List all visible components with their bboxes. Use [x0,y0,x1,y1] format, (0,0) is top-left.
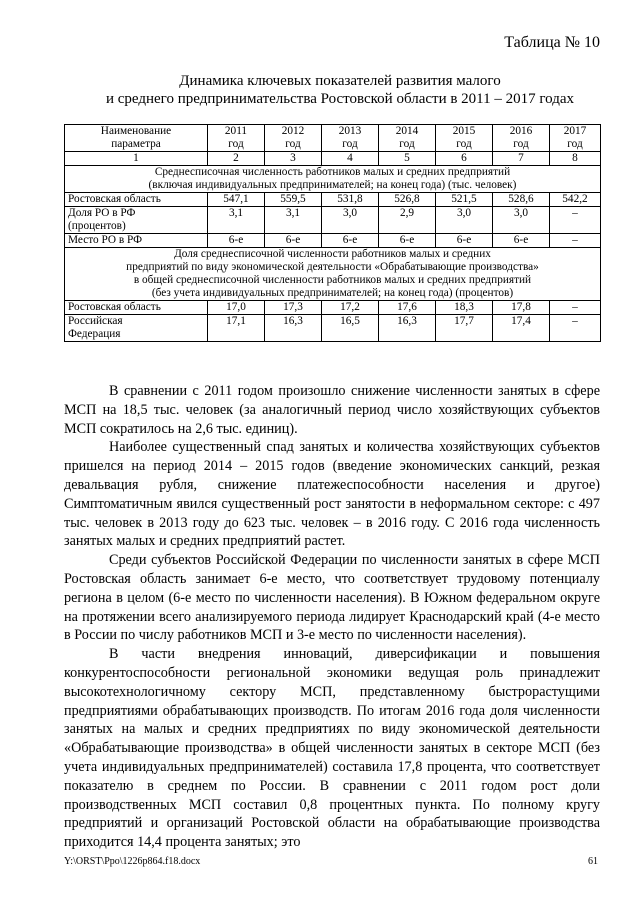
column-number-row [65,152,601,166]
column-number-cell: 6 [436,152,493,166]
title-line: Динамика ключевых показателей развития малого [179,73,501,89]
row-label-cell: Доля РО в РФ (процентов) [65,207,208,234]
value-cell: 6-е [436,234,493,248]
value-cell: 17,7 [436,315,493,342]
header-year-cell: 2011 год [208,125,265,152]
value-cell: 17,8 [493,301,550,315]
table-row [65,315,601,342]
value-cell: 6-е [208,234,265,248]
header-year-cell: 2013 год [322,125,379,152]
header-year-cell: 2017 год [550,125,601,152]
value-cell: 6-е [265,234,322,248]
value-cell: 6-е [322,234,379,248]
value-cell: 547,1 [208,193,265,207]
value-cell: 16,5 [322,315,379,342]
value-cell: 17,0 [208,301,265,315]
value-cell: 559,5 [265,193,322,207]
value-cell: 6-е [493,234,550,248]
value-cell: – [550,207,601,234]
header-year-cell: 2015 год [436,125,493,152]
header-year-cell: 2014 год [379,125,436,152]
section-title-row [65,166,601,193]
table-number-label: Таблица № 10 [504,34,600,51]
column-number-cell: 8 [550,152,601,166]
value-cell: 526,8 [379,193,436,207]
table-row [65,301,601,315]
value-cell: 17,1 [208,315,265,342]
value-cell: 3,0 [436,207,493,234]
indicators-table [64,124,601,342]
table-row [65,234,601,248]
value-cell: 3,0 [493,207,550,234]
paragraph: В части внедрения инноваций, диверсификации и повышения конкурентоспособности региональной экономики ведущая роль принадлежит высокотехнологичному сектору МСП, представленному быстрорастущими предприятиями обрабатывающих производств. По итогам 2016 года доля численности занятых на малых и средних предприятиях по виду экономической деятельности «Обрабатывающие производства» в общей численности занятых в секторе МСП (без учета индивидуальных предпринимателей) составила 17,8 процента, что соответствует показателю в среднем по России. В сравнении с 2011 годом рост доли производственных МСП составил 0,8 процентных пункта. По полному кругу предприятий и организаций Ростовской области на обрабатывающие производства приходится 14,4 процента занятых; это [64,646,600,851]
column-number-cell: 4 [322,152,379,166]
value-cell: 528,6 [493,193,550,207]
body-text [64,382,600,852]
value-cell: – [550,315,601,342]
title-line: и среднего предпринимательства Ростовской области в 2011 – 2017 годах [105,91,575,107]
paragraph: Среди субъектов Российской Федерации по численности занятых в сфере МСП Ростовская область занимает 6-е место, что соответствует трудовому потенциалу региона в целом (6-е место по численности населения). В Южном федеральном округе на протяжении всего анализируемого периода лидирует Краснодарский край (4-е место в России по числу работников МСП и 3-е место по численности населения). [64,552,600,644]
row-label-cell: Место РО в РФ [65,234,208,248]
value-cell: 17,2 [322,301,379,315]
row-label-cell: Ростовская область [65,193,208,207]
value-cell: 2,9 [379,207,436,234]
value-cell: – [550,234,601,248]
value-cell: 17,4 [493,315,550,342]
paragraph: В сравнении с 2011 годом произошло снижение численности занятых в сфере МСП на 18,5 тыс. человек (за аналогичный период число хозяйствующих субъектов МСП сократилось на 2,6 тыс. единиц). [64,383,600,437]
value-cell: 16,3 [379,315,436,342]
header-row [65,125,601,152]
value-cell: 17,6 [379,301,436,315]
section-title-cell: Среднесписочная численность работников малых и средних предприятий (включая индивидуальных предпринимателей; на конец года) (тыс. человек) [65,166,601,193]
table-row [65,193,601,207]
value-cell: 3,0 [322,207,379,234]
column-number-cell: 2 [208,152,265,166]
value-cell: – [550,301,601,315]
value-cell: 3,1 [265,207,322,234]
header-year-cell: 2016 год [493,125,550,152]
value-cell: 6-е [379,234,436,248]
column-number-cell: 5 [379,152,436,166]
value-cell: 18,3 [436,301,493,315]
section-title-row [65,248,601,301]
paragraph: Наиболее существенный спад занятых и количества хозяйствующих субъектов пришелся на период 2014 – 2015 годов (введение экономических санкций, резкая девальвация рубля, снижение платежеспособности населения и другое) Симптоматичным явился существенный рост занятости в неформальном секторе: с 497 тыс. человек в 2013 году до 623 тыс. человек – в 2016 году. С 2016 года численность занятых малых и средних предприятий растет. [64,439,600,550]
column-number-cell: 1 [65,152,208,166]
value-cell: 3,1 [208,207,265,234]
value-cell: 17,3 [265,301,322,315]
section-title-cell: Доля среднесписочной численности работников малых и средних предприятий по виду экономической деятельности «Обрабатывающие производства» в общей среднесписочной численности работников малых и средних предприятий (без учета индивидуальных предпринимателей; на конец года) (процентов) [65,248,601,301]
value-cell: 542,2 [550,193,601,207]
footer-file-path: Y:\ORST\Ppo\1226p864.f18.docx [64,856,201,867]
table-row [65,207,601,234]
header-param-cell: Наименование параметра [65,125,208,152]
value-cell: 521,5 [436,193,493,207]
row-label-cell: Российская Федерация [65,315,208,342]
footer-page-number: 61 [588,856,598,867]
column-number-cell: 7 [493,152,550,166]
table-title [60,72,620,108]
row-label-cell: Ростовская область [65,301,208,315]
column-number-cell: 3 [265,152,322,166]
value-cell: 531,8 [322,193,379,207]
value-cell: 16,3 [265,315,322,342]
header-year-cell: 2012 год [265,125,322,152]
